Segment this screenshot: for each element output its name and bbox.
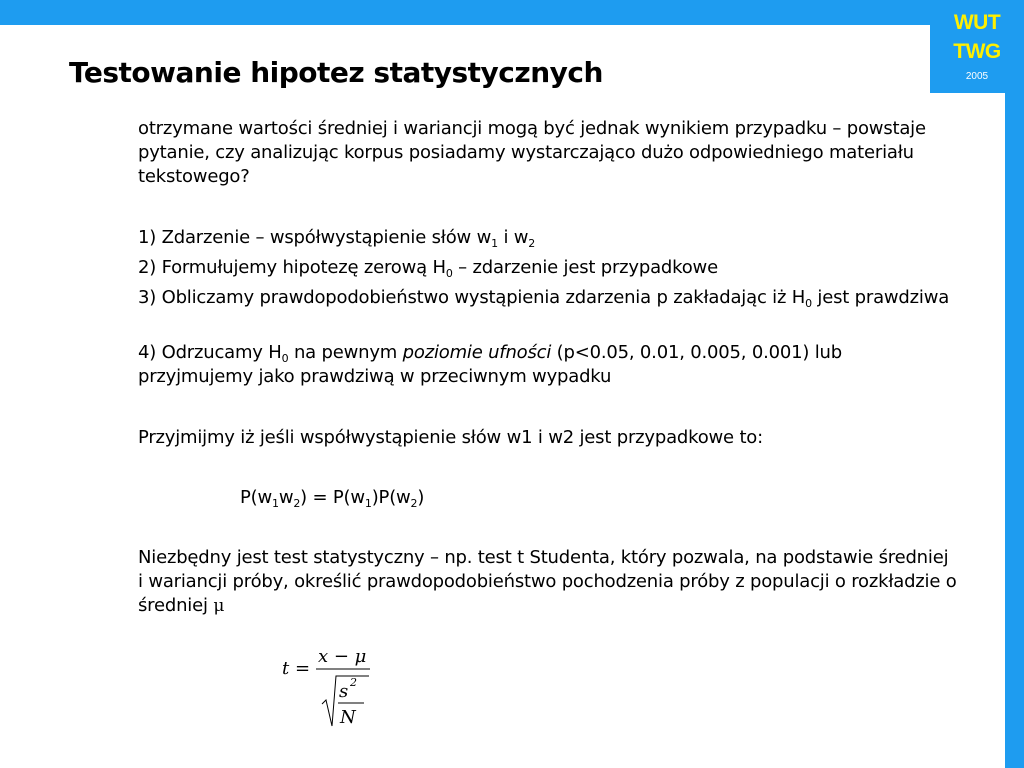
formula-sub-4: 2	[410, 497, 418, 510]
assumption-text: Przyjmijmy iż jeśli współwystąpienie słów w1 i w2 jest przypadkowe to:	[138, 427, 763, 448]
step-4-sub: 0	[281, 352, 289, 365]
step-1-mid: i w	[497, 227, 529, 248]
logo-year: 2005	[965, 71, 989, 82]
logo-line-1: WUT	[953, 11, 1001, 34]
formula-part-2: w	[278, 487, 294, 508]
formula-part-4: )P(w	[371, 487, 411, 508]
test-need-paragraph	[138, 546, 958, 618]
top-accent-bar	[0, 0, 1024, 25]
mu-symbol: μ	[213, 596, 225, 616]
step-4-mid: na pewnym	[288, 342, 403, 363]
intro-paragraph: otrzymane wartości średniej i wariancji mogą być jednak wynikiem przypadku – powstaje pytanie, czy analizując korpus posiadamy wystarczająco dużo odpowiedniego materiału tekstowego?	[138, 118, 926, 187]
formula-part-1: P(w	[240, 487, 272, 508]
formula-sub-2: 2	[293, 497, 301, 510]
step-2	[138, 256, 958, 280]
t-formula-exponent: 2	[350, 676, 357, 689]
step-3	[138, 286, 958, 310]
slide-title: Testowanie hipotez statystycznych	[69, 56, 603, 89]
step-4-text: 4) Odrzucamy H	[138, 342, 282, 363]
wut-twg-logo	[930, 0, 1024, 93]
step-1	[138, 226, 958, 250]
step-4-suffix: (p<0.05, 0.01, 0.005, 0.001) lub przyjmujemy jako prawdziwą w przeciwnym wypadku	[138, 342, 842, 387]
step-2-sub: 0	[445, 267, 453, 280]
step-2-text: 2) Formułujemy hipotezę zerową H	[138, 257, 446, 278]
right-accent-bar	[1005, 0, 1024, 768]
t-formula-lhs: t =	[282, 658, 311, 679]
step-4	[138, 341, 958, 389]
test-need-text: Niezbędny jest test statystyczny – np. test t Studenta, który pozwala, na podstawie średniej i wariancji próby, określić prawdopodobieństwo pochodzenia próby z populacji o rozkładzie o średniej	[138, 547, 957, 616]
t-formula-numerator: x − μ	[318, 646, 367, 667]
step-3-text: 3) Obliczamy prawdopodobieństwo wystąpienia zdarzenia p zakładając iż H	[138, 287, 806, 308]
step-3-suffix: jest prawdziwa	[811, 287, 950, 308]
step-4-emphasis: poziomie ufności	[402, 342, 552, 363]
t-formula-s: s	[339, 681, 349, 702]
step-2-suffix: – zdarzenie jest przypadkowe	[452, 257, 718, 278]
step-1-sub-1: 1	[491, 237, 498, 250]
t-statistic-formula	[280, 640, 380, 735]
t-formula-n: N	[340, 707, 356, 728]
formula-sub-1: 1	[272, 497, 279, 510]
step-3-sub: 0	[805, 297, 812, 310]
formula-part-5: )	[417, 487, 425, 508]
independence-formula	[240, 486, 640, 510]
step-1-sub-2: 2	[528, 237, 536, 250]
step-1-text: 1) Zdarzenie – współwystąpienie słów w	[138, 227, 492, 248]
logo-line-2: TWG	[953, 40, 1001, 63]
formula-part-3: ) = P(w	[300, 487, 365, 508]
formula-sub-3: 1	[364, 497, 372, 510]
